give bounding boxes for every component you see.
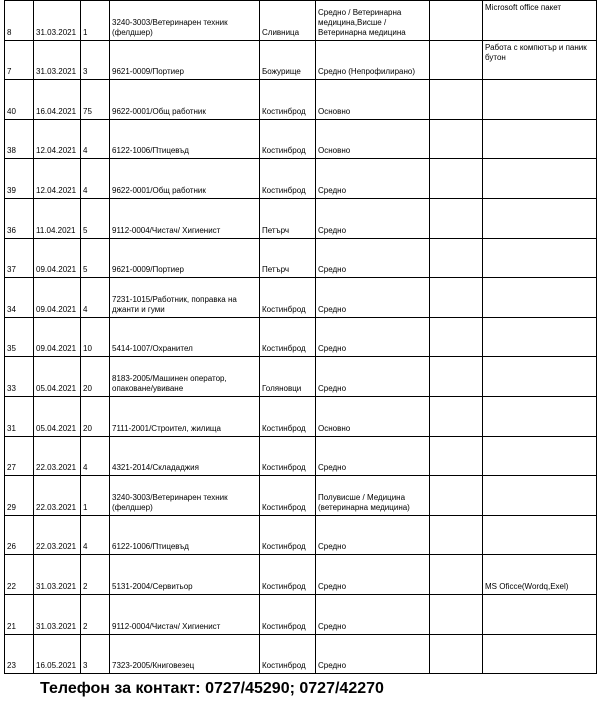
cell-place: Костинброд xyxy=(260,80,316,120)
cell-date: 22.03.2021 xyxy=(34,476,81,516)
cell-education: Средно xyxy=(316,159,430,199)
cell-date: 22.03.2021 xyxy=(34,436,81,476)
cell-position: 9622-0001/Общ работник xyxy=(110,80,260,120)
cell-position: 8183-2005/Машинен оператор, опаковане/увиване xyxy=(110,357,260,397)
cell-position: 6122-1006/Птицевъд xyxy=(110,515,260,555)
cell-id: 31 xyxy=(5,396,34,436)
jobs-table xyxy=(4,0,597,674)
table-row xyxy=(5,396,597,436)
cell-id: 27 xyxy=(5,436,34,476)
cell-place: Петърч xyxy=(260,198,316,238)
cell-id: 35 xyxy=(5,317,34,357)
cell-position: 5414-1007/Охранител xyxy=(110,317,260,357)
table-row xyxy=(5,40,597,80)
table-row xyxy=(5,317,597,357)
cell-education: Средно xyxy=(316,594,430,634)
cell-date: 09.04.2021 xyxy=(34,238,81,278)
cell-extra1 xyxy=(430,634,483,674)
table-row xyxy=(5,278,597,318)
table-row xyxy=(5,159,597,199)
table-row xyxy=(5,357,597,397)
cell-id: 23 xyxy=(5,634,34,674)
table-row xyxy=(5,594,597,634)
cell-extra1 xyxy=(430,436,483,476)
cell-position: 9112-0004/Чистач/ Хигиенист xyxy=(110,594,260,634)
table-row xyxy=(5,198,597,238)
cell-id: 21 xyxy=(5,594,34,634)
cell-position: 6122-1006/Птицевъд xyxy=(110,119,260,159)
cell-id: 7 xyxy=(5,40,34,80)
cell-extra2 xyxy=(483,80,597,120)
cell-education: Средно xyxy=(316,357,430,397)
cell-extra1 xyxy=(430,594,483,634)
cell-education: Основно xyxy=(316,396,430,436)
cell-count: 5 xyxy=(81,198,110,238)
cell-education: Основно xyxy=(316,119,430,159)
cell-extra2 xyxy=(483,476,597,516)
cell-place: Костинброд xyxy=(260,278,316,318)
cell-count: 20 xyxy=(81,357,110,397)
cell-date: 22.03.2021 xyxy=(34,515,81,555)
table-row xyxy=(5,238,597,278)
cell-position: 3240-3003/Ветеринарен техник (фелдшер) xyxy=(110,1,260,41)
cell-id: 40 xyxy=(5,80,34,120)
cell-date: 09.04.2021 xyxy=(34,278,81,318)
cell-position: 9621-0009/Портиер xyxy=(110,40,260,80)
table-row xyxy=(5,80,597,120)
cell-count: 2 xyxy=(81,555,110,595)
cell-place: Костинброд xyxy=(260,555,316,595)
cell-count: 1 xyxy=(81,476,110,516)
cell-position: 9622-0001/Общ работник xyxy=(110,159,260,199)
cell-extra2: Работа с компютър и паник бутон xyxy=(483,40,597,80)
cell-position: 7231-1015/Работник, поправка на джанти и гуми xyxy=(110,278,260,318)
cell-extra2 xyxy=(483,396,597,436)
cell-extra1 xyxy=(430,119,483,159)
cell-extra1 xyxy=(430,396,483,436)
cell-date: 31.03.2021 xyxy=(34,555,81,595)
contact-phone: Телефон за контакт: 0727/45290; 0727/42270 xyxy=(40,680,384,697)
cell-education: Средно xyxy=(316,198,430,238)
cell-date: 05.04.2021 xyxy=(34,396,81,436)
cell-place: Костинброд xyxy=(260,476,316,516)
cell-extra1 xyxy=(430,198,483,238)
cell-extra2 xyxy=(483,198,597,238)
table-row xyxy=(5,436,597,476)
cell-extra2: Microsoft office пакет xyxy=(483,1,597,41)
cell-date: 11.04.2021 xyxy=(34,198,81,238)
cell-date: 31.03.2021 xyxy=(34,594,81,634)
cell-education: Средно / Ветеринарна медицина,Висше / Ветеринарна медицина xyxy=(316,1,430,41)
cell-count: 4 xyxy=(81,515,110,555)
cell-count: 4 xyxy=(81,278,110,318)
cell-extra2 xyxy=(483,278,597,318)
cell-id: 26 xyxy=(5,515,34,555)
cell-count: 75 xyxy=(81,80,110,120)
cell-education: Средно xyxy=(316,436,430,476)
cell-place: Костинброд xyxy=(260,634,316,674)
cell-count: 20 xyxy=(81,396,110,436)
cell-extra1 xyxy=(430,278,483,318)
cell-position: 9112-0004/Чистач/ Хигиенист xyxy=(110,198,260,238)
cell-position: 7111-2001/Строител, жилища xyxy=(110,396,260,436)
cell-education: Полувисше / Медицина (ветеринарна медицина) xyxy=(316,476,430,516)
cell-count: 4 xyxy=(81,119,110,159)
cell-count: 3 xyxy=(81,634,110,674)
cell-position: 5131-2004/Сервитьор xyxy=(110,555,260,595)
cell-place: Костинброд xyxy=(260,396,316,436)
cell-place: Петърч xyxy=(260,238,316,278)
cell-place: Голяновци xyxy=(260,357,316,397)
cell-id: 33 xyxy=(5,357,34,397)
cell-extra2 xyxy=(483,317,597,357)
cell-id: 37 xyxy=(5,238,34,278)
cell-extra2 xyxy=(483,238,597,278)
cell-extra2 xyxy=(483,436,597,476)
cell-date: 31.03.2021 xyxy=(34,1,81,41)
cell-extra1 xyxy=(430,40,483,80)
jobs-table-body xyxy=(5,1,597,674)
table-row xyxy=(5,515,597,555)
cell-place: Костинброд xyxy=(260,436,316,476)
cell-position: 3240-3003/Ветеринарен техник (фелдшер) xyxy=(110,476,260,516)
cell-extra1 xyxy=(430,238,483,278)
cell-extra2 xyxy=(483,515,597,555)
cell-id: 8 xyxy=(5,1,34,41)
cell-extra2 xyxy=(483,357,597,397)
table-row xyxy=(5,119,597,159)
cell-id: 34 xyxy=(5,278,34,318)
cell-education: Средно xyxy=(316,555,430,595)
cell-count: 10 xyxy=(81,317,110,357)
cell-position: 4321-2014/Склададжия xyxy=(110,436,260,476)
cell-education: Средно xyxy=(316,634,430,674)
cell-extra2 xyxy=(483,119,597,159)
cell-id: 29 xyxy=(5,476,34,516)
cell-extra1 xyxy=(430,317,483,357)
table-row xyxy=(5,555,597,595)
cell-extra1 xyxy=(430,1,483,41)
cell-education: Средно xyxy=(316,317,430,357)
cell-place: Сливница xyxy=(260,1,316,41)
cell-id: 22 xyxy=(5,555,34,595)
cell-date: 09.04.2021 xyxy=(34,317,81,357)
cell-extra1 xyxy=(430,476,483,516)
cell-extra1 xyxy=(430,357,483,397)
cell-extra1 xyxy=(430,515,483,555)
cell-date: 16.05.2021 xyxy=(34,634,81,674)
cell-education: Средно (Непрофилирано) xyxy=(316,40,430,80)
cell-count: 5 xyxy=(81,238,110,278)
cell-id: 36 xyxy=(5,198,34,238)
cell-id: 38 xyxy=(5,119,34,159)
cell-place: Божурище xyxy=(260,40,316,80)
cell-position: 7323-2005/Книговезец xyxy=(110,634,260,674)
cell-education: Средно xyxy=(316,238,430,278)
cell-extra2 xyxy=(483,159,597,199)
table-row xyxy=(5,476,597,516)
cell-extra1 xyxy=(430,159,483,199)
cell-place: Костинброд xyxy=(260,515,316,555)
cell-extra2 xyxy=(483,634,597,674)
cell-date: 12.04.2021 xyxy=(34,119,81,159)
cell-extra2: MS Oficce(Wordq,Exel) xyxy=(483,555,597,595)
cell-position: 9621-0009/Портиер xyxy=(110,238,260,278)
cell-date: 05.04.2021 xyxy=(34,357,81,397)
cell-place: Костинброд xyxy=(260,119,316,159)
cell-extra2 xyxy=(483,594,597,634)
cell-id: 39 xyxy=(5,159,34,199)
cell-count: 2 xyxy=(81,594,110,634)
cell-count: 4 xyxy=(81,159,110,199)
cell-education: Средно xyxy=(316,515,430,555)
cell-date: 16.04.2021 xyxy=(34,80,81,120)
table-row xyxy=(5,634,597,674)
cell-place: Костинброд xyxy=(260,594,316,634)
cell-extra1 xyxy=(430,555,483,595)
cell-date: 31.03.2021 xyxy=(34,40,81,80)
cell-education: Основно xyxy=(316,80,430,120)
cell-count: 4 xyxy=(81,436,110,476)
table-row xyxy=(5,1,597,41)
cell-place: Костинброд xyxy=(260,159,316,199)
cell-education: Средно xyxy=(316,278,430,318)
cell-place: Костинброд xyxy=(260,317,316,357)
cell-count: 3 xyxy=(81,40,110,80)
cell-count: 1 xyxy=(81,1,110,41)
cell-date: 12.04.2021 xyxy=(34,159,81,199)
cell-extra1 xyxy=(430,80,483,120)
